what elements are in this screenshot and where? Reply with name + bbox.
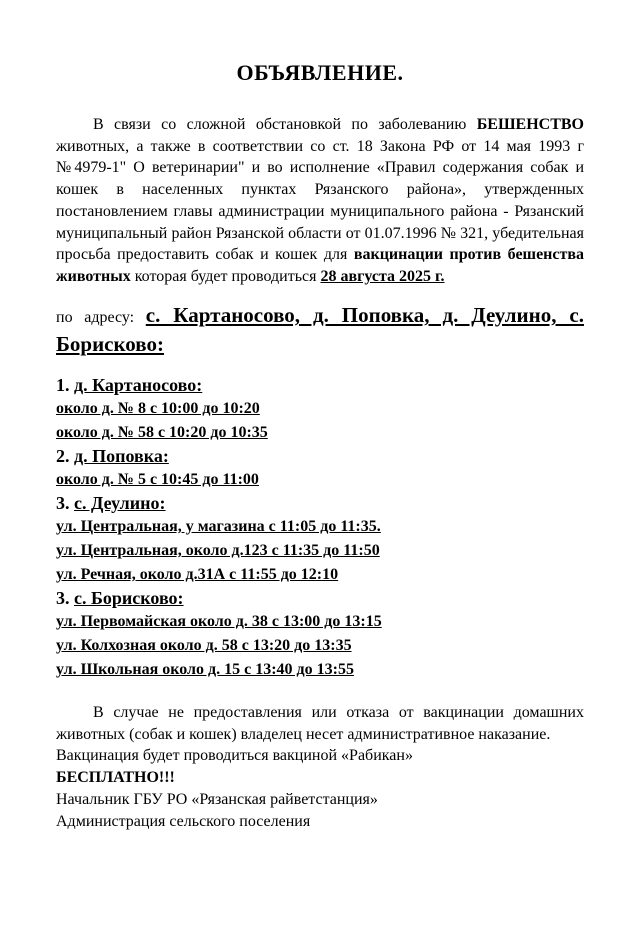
page-title: ОБЪЯВЛЕНИЕ. (236, 60, 404, 85)
schedule-header (56, 492, 616, 515)
schedule-header (56, 587, 616, 610)
schedule-line: ул. Первомайская около д. 38 с 13:00 до 13:15 (56, 613, 382, 630)
address-lead: по адресу: (56, 309, 146, 326)
address-places: с. Картаносово, д. Поповка, д. Деулино, с. Борисково: (56, 303, 584, 356)
schedule-line: ул. Речная, около д.31А с 11:55 до 12:10 (56, 566, 339, 583)
schedule-number: 2. (56, 446, 74, 466)
schedule-place: д. Поповка: (74, 446, 169, 466)
schedule-header (56, 445, 616, 468)
schedule-place: с. Деулино: (74, 493, 166, 513)
schedule-line: ул. Центральная, у магазина с 11:05 до 11:35. (56, 518, 381, 535)
signer-administration: Администрация сельского поселения (56, 812, 311, 830)
schedule-number: 3. (56, 588, 74, 608)
schedule-number: 3. (56, 493, 74, 513)
free-notice: БЕСПЛАТНО!!! (56, 769, 175, 787)
vaccination-date: 28 августа 2025 г. (320, 267, 445, 285)
intro-text-1: В связи со сложной обстановкой по заболеванию (93, 116, 477, 133)
schedule-header (56, 374, 616, 397)
disease-name: БЕШЕНСТВО (476, 116, 584, 133)
schedule-line: ул. Школьная около д. 15 с 13:40 до 13:55 (56, 661, 354, 678)
outro (56, 702, 584, 832)
schedule-line: около д. № 8 с 10:00 до 10:20 (56, 400, 260, 417)
signer-vet-station: Начальник ГБУ РО «Рязанская райветстанция» (56, 790, 378, 808)
schedule-place: с. Борисково: (74, 588, 184, 608)
schedule-line: около д. № 5 с 10:45 до 11:00 (56, 471, 259, 488)
intro-text-2: животных, а также в соответствии со ст. 18 Закона РФ от 14 мая 1993 г №4979-1" О ветеринарии" и во исполнение «Правил содержания собак и кошек в населенных пунктах Рязанского района», утвержденных постановлением главы администрации муниципального района - Рязанский муниципальный район Рязанской области от 01.07.1996 № 321, убедительная просьба предоставить собак и кошек для (56, 137, 584, 264)
intro-text-3: которая будет проводиться (130, 267, 321, 285)
schedule-line: около д. № 58 с 10:20 до 10:35 (56, 424, 268, 441)
address-line (56, 302, 584, 360)
penalty-warning: В случае не предоставления или отказа от вакцинации домашних животных (собак и кошек) владелец несет административное наказание. (56, 704, 584, 743)
schedule-line: ул. Центральная, около д.123 с 11:35 до 11:50 (56, 542, 380, 559)
intro-paragraph (56, 114, 584, 288)
schedule-place: д. Картаносово: (74, 375, 203, 395)
schedule (56, 374, 616, 682)
vaccination-purpose: вакцинации против бешенства животных (56, 246, 584, 285)
vaccine-info: Вакцинация будет проводиться вакциной «Рабикан» (56, 747, 413, 765)
schedule-number: 1. (56, 375, 74, 395)
schedule-line: ул. Колхозная около д. 58 с 13:20 до 13:35 (56, 637, 352, 654)
